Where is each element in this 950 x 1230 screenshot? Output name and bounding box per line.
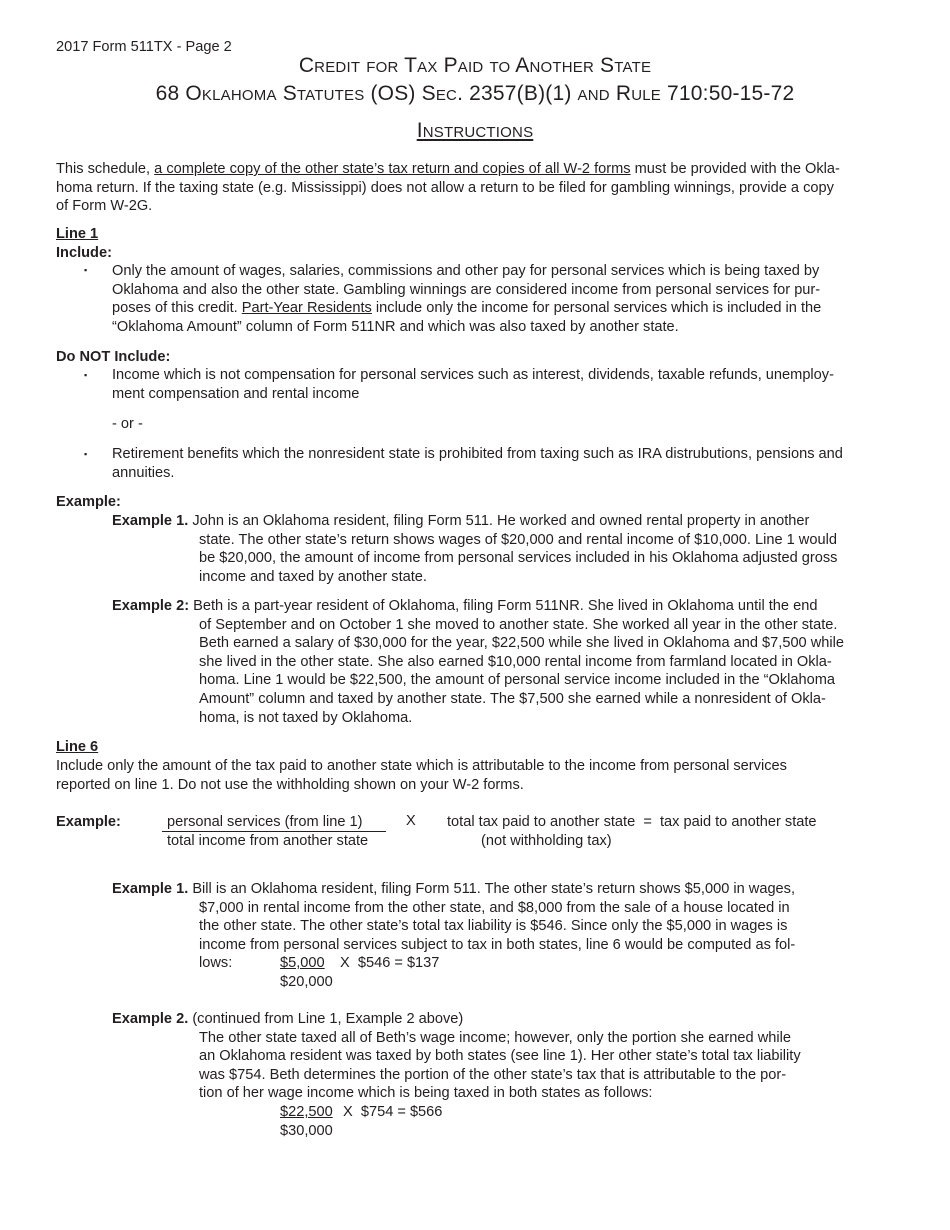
line1-example-label: Example: [56, 494, 121, 510]
formula-numerator: personal services (from line 1) [167, 814, 363, 830]
formula-note: (not withholding tax) [481, 833, 612, 849]
ex2-denominator: $30,000 [280, 1123, 333, 1139]
line6-example-2: Example 2. (continued from Line 1, Example 2 above) The other state taxed all of Beth’s wage income; however, only the portion she earned while an Oklahoma resident was taxed by both states (see line 1). Her other state’s total tax liability was $754. Beth determines the portion of the other state’s tax that is attributable to the por- tion of her wage income which is being taxed in both states as follows: [112, 1011, 801, 1102]
exclude-item-1: Income which is not compensation for personal services such as interest, dividends, taxable refunds, unemploy- ment compensation and rental income [112, 367, 834, 402]
bullet-icon: ▪ [84, 370, 88, 380]
intro-required-docs: a complete copy of the other state’s tax return and copies of all W-2 forms [154, 161, 631, 177]
line1-heading: Line 1 [56, 226, 99, 242]
multiply-sign: X [406, 813, 416, 829]
line6-example-label: Example: [56, 814, 121, 830]
do-not-include-label: Do NOT Include: [56, 349, 171, 365]
bullet-icon: ▪ [84, 265, 88, 275]
ex1-numerator: $5,000 [280, 955, 325, 971]
line1-example-2: Example 2: Beth is a part-year resident of Oklahoma, filing Form 511NR. She lived in Oklahoma until the end of September and on October 1 she moved to another state. She worked all year in the other state. Beth earned a salary of $30,000 for the year, $22,500 while she lived in Oklahoma and $7,500 while she lived in the other state. She also earned $10,000 rental income from farmland located in Okla- homa. Line 1 would be $22,500, the amount of personal service income included in the “Oklahoma Amount” column and taxed by another state. The $7,500 she earned while a nonresident of Okla- homa, is not taxed by Oklahoma. [112, 598, 844, 726]
formula-result: total tax paid to another state = tax paid to another state [447, 814, 817, 830]
formula-denominator: total income from another state [167, 833, 369, 849]
intro-paragraph: This schedule, a complete copy of the other state’s tax return and copies of all W-2 forms must be provided with the Okla- homa return. If the taxing state (e.g. Mississippi) does not allow a return to be filed for gambling winnings, provide a copy of Form W-2G. [56, 161, 840, 215]
ex2-numerator: $22,500 [280, 1104, 333, 1120]
line6-description: Include only the amount of the tax paid to another state which is attributable to the income from personal services reported on line 1. Do not use the withholding shown on your W-2 forms. [56, 758, 787, 793]
ex1-denominator: $20,000 [280, 974, 333, 990]
page-header: 2017 Form 511TX - Page 2 [56, 39, 232, 55]
line6-heading: Line 6 [56, 739, 99, 755]
line6-example-1: Example 1. Bill is an Oklahoma resident, filing Form 511. The other state’s return shows $5,000 in wages, $7,000 in rental income from the other state, and $8,000 from the sale of a house located in the other state. The other state’s total tax liability is $546. Since only the $5,000 in wages is income from personal services subject to tax in both states, line 6 would be computed as fol- [112, 881, 796, 953]
exclude-item-2: Retirement benefits which the nonresident state is prohibited from taxing such as IRA distrubutions, pensions and annuities. [112, 446, 843, 481]
page-title: Credit for Tax Paid to Another State [298, 54, 652, 77]
include-label: Include: [56, 245, 112, 261]
include-item: Only the amount of wages, salaries, commissions and other pay for personal services which is being taxed by Oklahoma and also the other state. Gambling winnings are considered income from personal services for pur- poses of this credit. Part-Year Residents include only the income for personal services which is included in the “Oklahoma Amount” column of Form 511NR and which was also taxed by another state. [112, 263, 822, 335]
bullet-icon: ▪ [84, 449, 88, 459]
statute-reference: 68 Oklahoma Statutes (OS) Sec. 2357(B)(1) and Rule 710:50-15-72 [155, 82, 795, 105]
line1-example-1: Example 1. John is an Oklahoma resident, filing Form 511. He worked and owned rental property in another state. The other state’s return shows wages of $20,000 and rental income of $10,000. Line 1 would be $20,000, the amount of income from personal services included in his Oklahoma adjusted gross income and taxed by another state. [112, 513, 838, 585]
instructions-heading: Instructions [416, 119, 534, 142]
or-separator: - or - [112, 416, 143, 432]
